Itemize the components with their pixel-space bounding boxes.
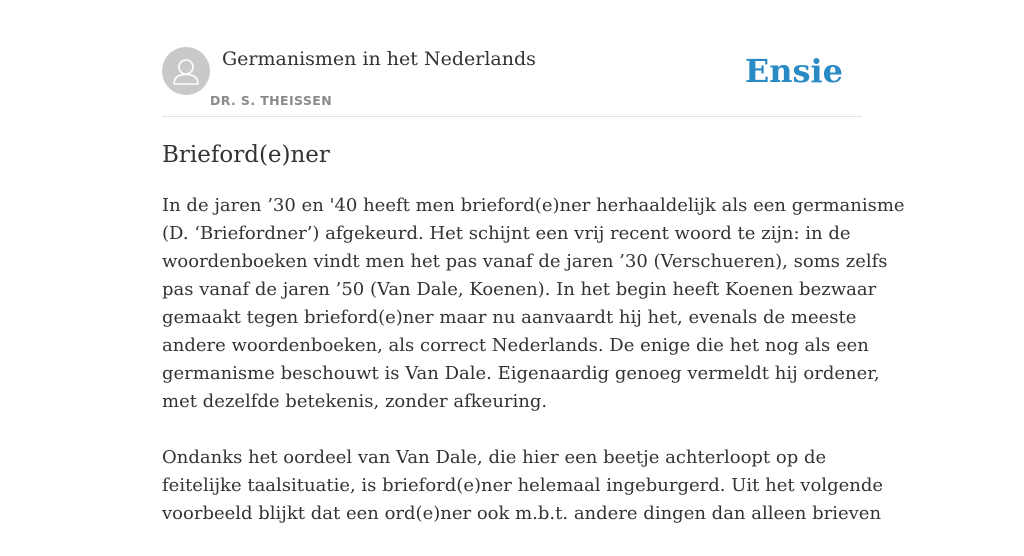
book-title-link[interactable]: Germanismen in het Nederlands — [222, 48, 536, 70]
author-name-link[interactable]: DR. S. THEISSEN — [210, 93, 333, 108]
paragraph — [162, 192, 905, 416]
header — [162, 47, 862, 117]
author-avatar[interactable] — [162, 47, 210, 95]
site-logo[interactable]: Ensie — [744, 52, 843, 90]
text-line: woordenboeken vindt men het pas vanaf de jaren ’30 (Verschueren), soms zelfs — [162, 251, 888, 272]
paragraph — [162, 444, 884, 528]
text-line: (D. ‘Briefordner’) afgekeurd. Het schijnt een vrij recent woord te zijn: in de — [162, 223, 851, 244]
text-line: pas vanaf de jaren ’50 (Van Dale, Koenen). In het begin heeft Koenen bezwaar — [162, 279, 877, 300]
text-line: Ondanks het oordeel van Van Dale, die hier een beetje achterloopt op de — [162, 447, 827, 468]
text-line: feitelijke taalsituatie, is brieford(e)ner helemaal ingeburgerd. Uit het volgende — [162, 475, 884, 496]
entry-title: Brieford(e)ner — [162, 142, 330, 168]
text-line: In de jaren ’30 en '40 heeft men brieford(e)ner herhaaldelijk als een germanisme — [162, 195, 905, 216]
text-line: met dezelfde betekenis, zonder afkeuring. — [162, 391, 548, 412]
user-silhouette-icon — [162, 47, 210, 95]
entry-content — [162, 192, 905, 556]
text-line: gemaakt tegen brieford(e)ner maar nu aanvaardt hij het, evenals de meeste — [162, 307, 857, 328]
text-line: andere woordenboeken, als correct Nederlands. De enige die het nog als een — [162, 335, 869, 356]
text-line: voorbeeld blijkt dat een ord(e)ner ook m.b.t. andere dingen dan alleen brieven — [162, 503, 882, 524]
text-line: germanisme beschouwt is Van Dale. Eigenaardig genoeg vermeldt hij ordener, — [162, 363, 880, 384]
